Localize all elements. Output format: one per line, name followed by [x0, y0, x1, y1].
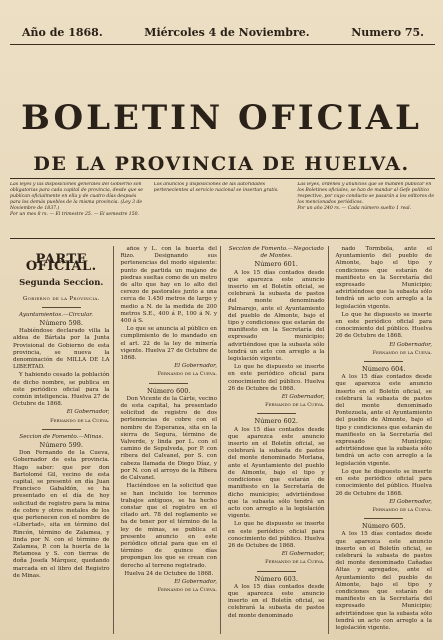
signature-title: El Gobernador, — [66, 409, 110, 416]
divider — [149, 383, 188, 384]
column-3 — [225, 246, 329, 634]
newspaper-title: BOLETIN OFICIAL — [21, 98, 422, 138]
text-603-close: Lo que he dispuesto se inserte en este periódico oficial para conocimiento del público. Huelva 26 de Octubre de 1868. — [335, 311, 432, 340]
ayto-heading: Ayuntamientos.—Circular. — [19, 311, 94, 318]
divider — [364, 361, 403, 362]
divider — [257, 413, 296, 414]
text-603: A los 15 días contados desde que aparezca este anuncio inserto en el Boletín oficial, se celebrará la subasta de pastos del monte denominado — [228, 583, 325, 619]
issue-line — [22, 26, 424, 39]
notice-center: Los anuncios y disposiciones de las autoridades pertenecientes al servicio nacional se insertan gratis. — [153, 182, 279, 193]
date-600: Huelva 24 de Octubre de 1868. — [124, 570, 214, 577]
numero-598: Número 598. — [39, 319, 83, 328]
newspaper-subtitle: DE LA PROVINCIA DE HUELVA. — [33, 153, 410, 175]
fomento-heading: Seccion de Fomento.—Minas. — [19, 433, 104, 440]
text-603-cont: nado Tormbola, ante el Ayuntamiento del pueblo de Almonte, bajo el tipo y condiciones que estarán de manifiesto en la Secretaría del expresado Municipio; advirtiéndose que la subasta sólo tendrá un acto con arreglo a la legislación vigente. — [335, 246, 432, 310]
seccion-heading: Segunda Seccion. — [19, 278, 104, 289]
numero-604: Número 604. — [362, 365, 406, 374]
signature-name: Fernando de la Cueva. — [50, 417, 110, 424]
signature-title: El Gobernador, — [174, 363, 217, 370]
signature-name: Fernando de la Cueva. — [157, 371, 217, 378]
top-rule — [10, 44, 435, 45]
divider — [257, 571, 296, 572]
montes-heading: Seccion de Fomento.—Negociado de Montes. — [228, 246, 324, 260]
numero-601: Número 601. — [254, 260, 298, 269]
text-602b: Lo que he dispuesto se inserte en este periódico oficial para conocimiento del público. Huelva 26 de Octubre de 1868. — [228, 521, 325, 549]
text-600: Don Vicente de la Cárte, vecino de esta capital, ha presentado solicitud de registro de dos pertenencias de cobre con el nombre de Esperanza, sita en la sierra de Segura, término de Valverde, y linda por L. con el camino de Sepulveda, por P. con ribera del Calvanel, por S. con cabeza llamada de Diego Díaz, y por N. con el arroyo de la Ribera de Calvanel. — [120, 395, 217, 482]
text-601b: Lo que he dispuesto se inserte en este periódico oficial para conocimiento del público. Huelva 26 de Octubre de 1868. — [228, 364, 325, 392]
text-599: Don Fernando de la Cueva, Gobernador de esta provincia. Hago saber: que por don Bartolomé Gil, vecino de esta capital, se presentó en día Juan Francisco Gabaldón, se ha presentado en el día de hoy solicitud de registro para la mina de cobre y otros metales de los que pertenecen con el nombre de «Libertad», sita en término del Rincón, término de Zalamea, y linda por N. con el término de Zalamea, P. con la huerta de la Retamosa y S. con tierras de doña Josefa Márquez, quedando marcada en el libro del Registro de Minas. — [13, 450, 110, 579]
header-notices — [10, 182, 435, 232]
text-599-close: Lo que se anuncia al público en cumplimiento de lo mandado en el art. 22 de la ley de minería vigente. Huelva 27 de Octubre de 1868. — [120, 326, 217, 362]
signature-title: El Gobernador, — [389, 498, 432, 505]
text-598b: Y habiendo cesado la población de dicho nombre, se publica en este periódico oficial para la común inteligencia. Huelva 27 de Octubre de 1868. — [13, 372, 110, 408]
numero-599: Número 599. — [39, 441, 83, 450]
signature-title: El Gobernador, — [174, 578, 217, 585]
text-598: Habiéndose declarado villa la aldea de Bártala por la Junta Provisional de Gobierno de esta provincia, se nueva la denominación de MILLA DE LA LIBERTAD. — [13, 328, 110, 371]
numero-605: Número 605. — [362, 522, 406, 531]
signature-name: Fernando de la Cueva. — [372, 349, 432, 356]
gobierno-heading: Gobierno de la Provincia. — [22, 295, 100, 302]
divider — [364, 518, 403, 519]
masthead-rule — [10, 178, 435, 179]
issue-date: Miércoles 4 de Noviembre. — [144, 26, 310, 39]
numero-603: Número 603. — [254, 574, 298, 583]
signature-title: El Gobernador, — [281, 394, 325, 401]
issue-year: Año de 1868. — [22, 26, 103, 39]
text-599-cont: años y L. con la huerta del Rizo. Designando sus pertenencias del modo siguiente: punto de partida un majano de piedras sueltas como de un metro de alto que hay en lo alto del cerezo de pastorales junto a una cerca de 1.450 metros de largo y medio a N. de la medida de 200 metros S.E., 400 á P., 100 á N. y 400 á S. — [120, 246, 217, 325]
notice-right: Las leyes, órdenes y anuncios que se manden publicar en los Boletines oficiales, se han de mandar al Gefe político respectivo, por cuyo conducto se pasarán a los editores de los mencionados periódicos. Por un año 240 rs. — Cada número suelto 1 real. — [297, 182, 435, 211]
numero-600: Número 600. — [147, 386, 191, 395]
text-602: A los 15 días contados desde que aparezca este anuncio inserto en el Boletín oficial, se celebrará la subasta de pastos del monte denominado Morlana, ante el Ayuntamiento del pueblo de Almonte, bajo el tipo y condiciones que estarán de manifiesto en la Secretaría de dicho municipio; advirtiéndose que la subasta sólo tendrá un acto con arreglo a la legislación vigente. — [228, 426, 325, 520]
text-600b: Haciéndose en la solicitud que se han incluido los terrenos trabajos antiguos, se ha hecho constar que el registro en el citado art. 78 del reglamento se ha de tener por el término de la ley de minas, se publica el presente anuncio en este periódico oficial para que en el término de quince días propongan los que se crean con derecho al terreno registrado. — [120, 483, 217, 569]
signature-title: El Gobernador, — [389, 341, 432, 348]
text-605: A los 15 días contados desde que aparezca este anuncio inserto en el Boletín oficial, se celebrará la subasta de pastos del monte denominado Cañadas Altas y agregados, ante el Ayuntamiento del pueblo de Almonte, bajo el tipo y condiciones que estarán de manifiesto en la Secretaría del expresado Municipio; advirtiéndose que la subasta sólo tendrá un acto con arreglo a la legislación vigente. — [335, 531, 432, 631]
divider — [42, 307, 81, 308]
column-2 — [118, 246, 222, 634]
numero-602: Número 602. — [254, 417, 298, 426]
signature-name: Fernando de la Cueva. — [265, 559, 325, 566]
columns — [10, 246, 435, 634]
parte-oficial-heading: PARTE OFICIAL. — [25, 252, 97, 275]
text-601: A los 15 días contados desde que aparezca este anuncio inserto en el Boletín oficial, se celebrará la subasta de pastos del monte denominado Palmarejo, ante el Ayuntamiento del pueblo de Almonte, bajo el tipo y condiciones que estarán de manifiesto en la Secretaría del expresado municipio; advirtiéndose que la subasta sólo tendrá un acto con arreglo a la legislación vigente. — [228, 269, 325, 363]
header-bottom-rule — [10, 238, 435, 239]
issue-number: Numero 75. — [351, 26, 424, 39]
signature-name: Fernando de la Cueva. — [372, 506, 432, 513]
signature-title: El Gobernador, — [281, 551, 325, 558]
column-4 — [333, 246, 436, 634]
divider — [42, 429, 81, 430]
notice-left: Las leyes y las disposiciones generales del Gobierno son obligatorias para cada capital de provincia, desde que se publican oficialmente en ella y de cuatro días después para los demás pueblos de la misma provincia. (Ley 3 de Noviembre de 1837.) Por un mes 8 rs. — El trimestre 25. — El semestre 150. — [10, 182, 143, 217]
signature-name: Fernando de la Cueva. — [265, 402, 325, 409]
signature-name: Fernando de la Cueva. — [157, 587, 217, 594]
column-1 — [10, 246, 114, 634]
text-604: A los 15 días contados desde que aparezca este anuncio inserto en el Boletín oficial, se celebrará la subasta de pastos del monte denominado Pontezuela, ante el Ayuntamiento del pueblo de Almonte, bajo el tipo y condiciones que estarán de manifiesto en la Secretaría del expresado Municipio; advirtiéndose que la subasta sólo tendrá un acto con arreglo a la legislación vigente. — [335, 374, 432, 467]
text-604b: Lo que he dispuesto se inserte en este periódico oficial para conocimiento del público. Huelva 26 de Octubre de 1868. — [335, 468, 432, 497]
